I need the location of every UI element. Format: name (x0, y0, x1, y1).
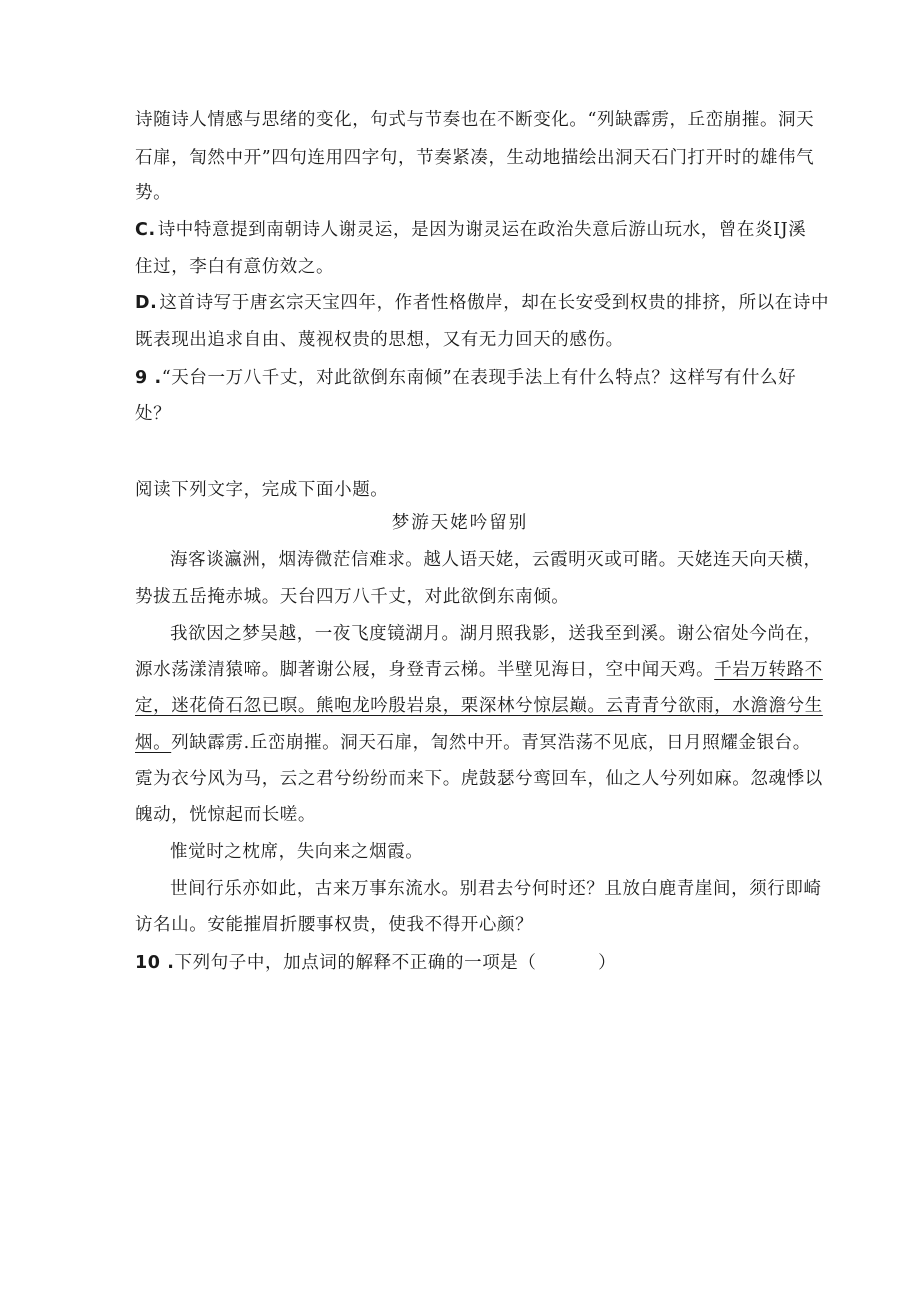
poem-p4-line-2: 访名山。安能摧眉折腰事权贵，使我不得开心颜？ (135, 915, 534, 935)
question-10-text: 下列句子中，加点词的解释不正确的一项是（ ） (174, 953, 617, 973)
question-10 (135, 951, 616, 975)
poem-underlined-1a: 千岩万转路不 (714, 660, 823, 680)
poem-p2-line-4-plain: 列缺霹雳.丘峦崩摧。洞天石扉，訇然中开。青冥浩荡不见底，日月照耀金银台。 (171, 733, 811, 753)
passage-line-2: 石扉，訇然中开”四句连用四字句，节奏紧凑，生动地描绘出洞天石门打开时的雄伟气 (135, 148, 815, 168)
poem-p2-line-3 (135, 694, 823, 718)
option-c-label: C. (135, 220, 156, 240)
poem-underlined-1b: 定，迷花倚石忽已暝。 (135, 696, 316, 716)
poem-p2-line-5: 霓为衣兮风为马，云之君兮纷纷而来下。虎鼓瑟兮鸾回车，仙之人兮列如麻。忽魂悸以 (135, 769, 823, 789)
question-9-number: 9 . (135, 368, 162, 388)
passage-line-1: 诗随诗人情感与思绪的变化，句式与节奏也在不断变化。“列缺霹雳，丘峦崩摧。洞天 (135, 110, 815, 130)
reading-instruction: 阅读下列文字，完成下面小题。 (135, 480, 389, 500)
option-d-line-2: 既表现出追求自由、蔑视权贵的思想，又有无力回天的感伤。 (135, 330, 624, 350)
poem-p2-line-2-plain: 源水荡漾清猿啼。脚著谢公屐，身登青云梯。半壁见海日，空中闻天鸡。 (135, 660, 715, 680)
poem-title: 梦游天姥吟留别 (391, 513, 529, 533)
poem-p2-line-4 (135, 731, 811, 755)
option-c-line-1 (135, 218, 806, 242)
question-9-line-1 (135, 366, 796, 390)
poem-p2-line-2 (135, 658, 823, 682)
option-d-label: D. (135, 293, 158, 313)
poem-p3: 惟觉时之枕席，失向来之烟霞。 (170, 842, 424, 862)
poem-p2-line-1: 我欲因之梦吴越，一夜飞度镜湖月。湖月照我影，送我至到溪。谢公宿处今尚在， (170, 624, 822, 644)
poem-underlined-2a: 熊咆龙吟殷岩泉，栗深林兮惊层巅。云青青兮欲雨，水澹澹兮生 (316, 696, 823, 716)
option-d-line-1 (135, 291, 829, 315)
poem-p1-line-1: 海客谈瀛洲，烟涛微茫信难求。越人语天姥，云霞明灭或可睹。天姥连天向天横， (170, 550, 822, 570)
passage-line-3: 势。 (135, 183, 172, 203)
question-9-line-2: 处？ (135, 404, 172, 424)
poem-p1-line-2: 势拔五岳掩赤城。天台四万八千丈，对此欲倒东南倾。 (135, 587, 570, 607)
poem-p2-line-6: 魄动，恍惊起而长嗟。 (135, 805, 316, 825)
question-10-number: 10 . (135, 953, 175, 973)
option-c-text: 诗中特意提到南朝诗人谢灵运，是因为谢灵运在政治失意后游山玩水，曾在炎IJ溪 (157, 220, 807, 240)
poem-p4-line-1: 世间行乐亦如此，古来万事东流水。别君去兮何时还？且放白鹿青崖间，须行即崎 (170, 879, 822, 899)
option-c-line-2: 住过，李白有意仿效之。 (135, 257, 335, 277)
option-d-text: 这首诗写于唐玄宗天宝四年，作者性格傲岸，却在长安受到权贵的排挤，所以在诗中 (159, 293, 830, 313)
question-9-text: “天台一万八千丈，对此欲倒东南倾”在表现手法上有什么特点？这样写有什么好 (161, 368, 797, 388)
poem-underlined-2b: 烟。 (135, 733, 172, 753)
